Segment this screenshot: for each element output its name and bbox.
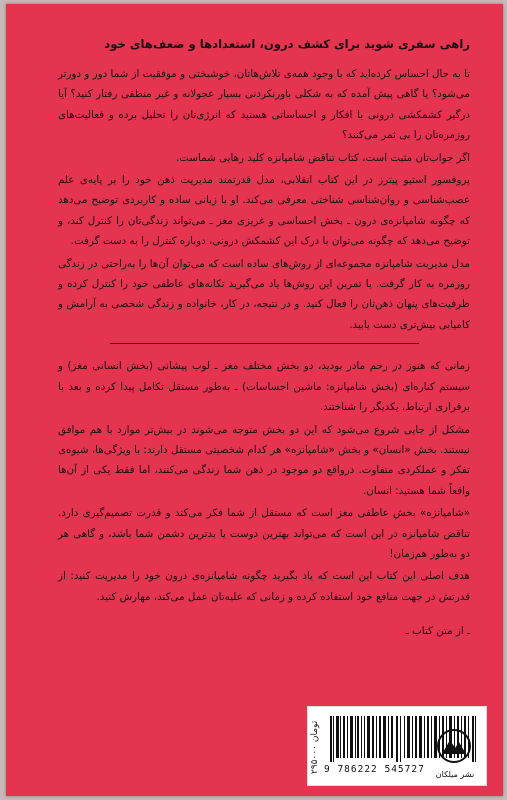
publisher-logo-icon: [436, 728, 472, 768]
divider: [110, 343, 419, 344]
publisher-name: نشر میلکان: [435, 770, 475, 779]
paragraph: «شامپانزه» بخش عاطفی مغز است که مستقل از شما فکر می‌کند و قدرت تصمیم‌گیری دارد. تناقض شامپانزه در این است که می‌تواند بهترین دوست یا بدترین دشمن شما باشد، و گاهی هر دو به‌طور هم‌زمان!: [58, 507, 470, 560]
paragraph: تا به حال احساس کرده‌اید که با وجود همه‌ی تلاش‌هاتان، خوشبختی و موفقیت از شما دور و دورتر می‌شود؟ یا گاهی پیش آمده که به شکلی باورنکردنی بسیار عجولانه و غیر منطقی رفتار کنید؟ آیا درگیر کشمکشی درونی با افکار و احساساتی هستید که انرژی‌تان را تحلیل برده و فعالیت‌های روزمره‌تان را بی ثمر می‌کنند؟: [58, 68, 470, 142]
paragraph: مدل مدیریت شامپانزه مجموعه‌ای از روش‌های ساده است که می‌توان آن‌ها را به‌راحتی در زندگی روزمره به کار گرفت. با تمرین این روش‌ها یاد می‌گیرید تکانه‌های عاطفی خود را کنترل کرده و ظرفیت‌های پنهان ذهن‌تان را فعال کنید. و در نتیجه، در کار، خانواده و زندگی شخصی به آرامش و کامیابی بیش‌تری دست یابید.: [58, 257, 470, 331]
paragraph: زمانی که هنوز در رحم مادر بودید، دو بخش مختلف مغز ـ لوب پیشانی (بخش انسانی مغز) و سیستم کناره‌ای (بخش شامپانزه: ماشین احساسات) ـ به‌طور مستقل تکامل پیدا کرده و بعد با برقراری ارتباط، یکدیگر را شناختند.: [58, 360, 470, 414]
source-note: ـ از متن کتاب ـ: [405, 625, 470, 638]
paragraph: هدف اصلی این کتاب این است که یاد بگیرید چگونه شامپانزه‌ی درون خود را مدیریت کنید: از قدرتش در جهت منافع خود استفاده کرده و زمانی که علیه‌تان عمل می‌کند، مهارش کنید.: [58, 570, 470, 603]
price-label: ۲۹۵۰۰۰ تومان: [310, 720, 320, 774]
book-back-cover: [6, 4, 503, 796]
paragraph: مشکل از جایی شروع می‌شود که این دو بخش متوجه می‌شوند در بیش‌تر موارد با هم موافق نیستند. بخش «انسان» و بخش «شامپانزه» هر کدام شخصیتی مستقل دارند: با ویژگی‌ها، شیوه‌ی تفکر و عملکردی متفاوت. درواقع دو موجود در ذهن شما زندگی می‌کنند، اما فقط یکی از آن‌ها واقعاً شما هستید: انسان.: [58, 423, 470, 497]
paragraph: اگر جواب‌تان مثبت است، کتاب تناقض شامپانزه کلید رهایی شماست.: [176, 151, 470, 164]
blurb-text: [58, 34, 470, 644]
headline: راهی سفری شوید برای کشف درون، استعدادها و ضعف‌های خود: [104, 37, 470, 51]
paragraph: پروفسور استیو پیترز در این کتاب انقلابی، مدل قدرتمند مدیریت ذهن خود را بر پایه‌ی علم عصب‌شناسی و روان‌شناسی شناختی معرفی می‌کند. او با زبانی ساده و کاربردی توضیح می‌دهد که چگونه شامپانزه‌ی درون ـ بخش احساسی و غریزی مغز ـ می‌تواند زندگی‌تان را کنترل کند، و توضیح می‌دهد که چگونه می‌توان با درک این کشمکش درونی، دوباره کنترل را به دست گرفت.: [58, 174, 470, 248]
isbn-number: 9 786222 545727: [324, 764, 425, 775]
